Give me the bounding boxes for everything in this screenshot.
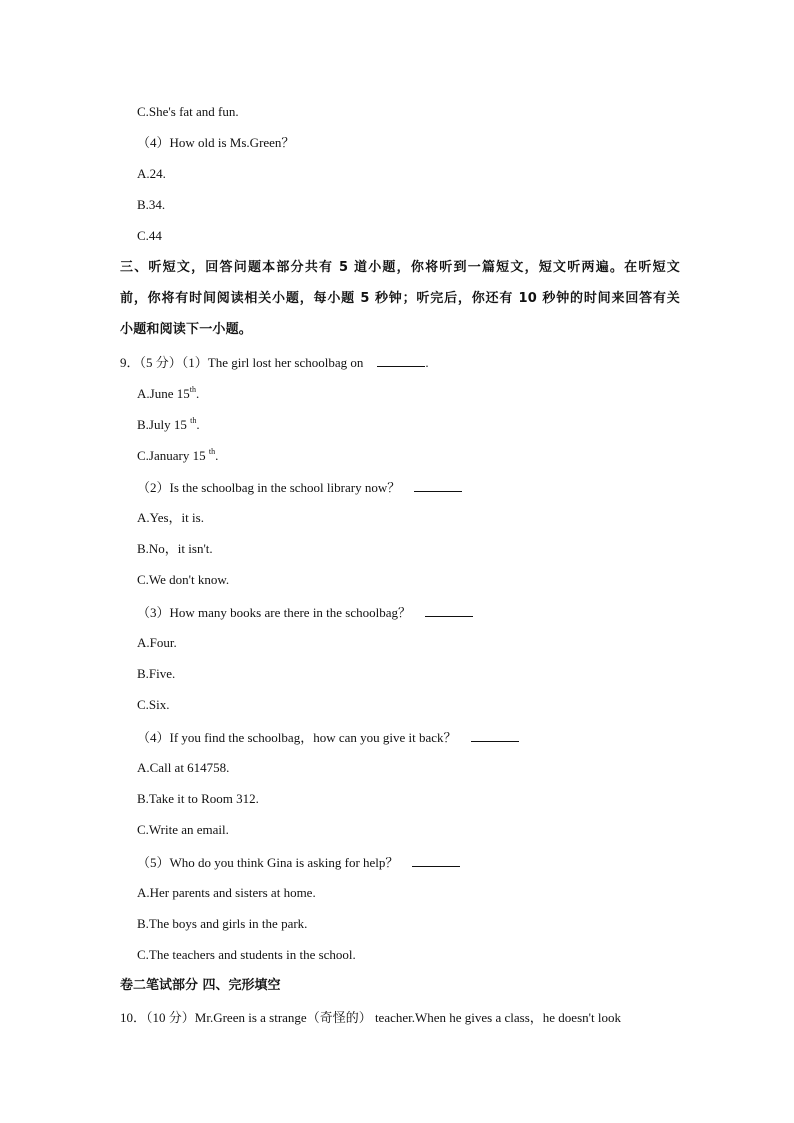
- question-prompt: （1）The girl lost her schoolbag on: [181, 355, 364, 370]
- section-instructions-line: 三、听短文，回答问题本部分共有 5 道小题，你将听到一篇短文，短文听两遍。在听短文: [120, 260, 680, 275]
- option-a: A.Call at 614758.: [137, 760, 230, 775]
- option-c: C.The teachers and students in the school.: [137, 947, 356, 962]
- option-c: C.We don't know.: [137, 572, 230, 587]
- option-b: B.Five.: [137, 666, 176, 681]
- section-heading: 卷二笔试部分 四、完形填空: [120, 978, 281, 993]
- option-c: C.Six.: [137, 697, 170, 712]
- answer-blank: [414, 479, 462, 492]
- answer-blank: [412, 854, 460, 867]
- question-number: 9．: [120, 355, 140, 370]
- question-score: （5 分）: [139, 355, 182, 370]
- answer-blank: [377, 354, 425, 367]
- sub-question-5: （5）Who do you think Gina is asking for help？: [137, 854, 460, 871]
- option-a: A.24.: [137, 166, 166, 181]
- option-b: B.The boys and girls in the park.: [137, 916, 308, 931]
- option-b: B.July 15 $^{th}$.: [137, 415, 200, 432]
- question-10-header: [120, 1010, 621, 1026]
- sub-question-3: （3）How many books are there in the schoolbag？: [137, 604, 473, 621]
- sub-question-4: （4）How old is Ms.Green？: [137, 135, 295, 150]
- option-a: A.Yes，it is.: [137, 510, 204, 525]
- option-b: B.No，it isn't.: [137, 541, 213, 556]
- section-instructions-line: 前，你将有时间阅读相关小题，每小题 5 秒钟；听完后，你还有 10 秒钟的时间来回答有关: [120, 291, 680, 306]
- answer-blank: [471, 729, 519, 742]
- question-9-header: 9．（5 分）（1）The girl lost her schoolbag on .: [120, 355, 429, 370]
- question-number: 10．: [120, 1010, 147, 1025]
- option-a: A.Her parents and sisters at home.: [137, 885, 316, 900]
- option-a: A.June 15th.: [137, 384, 200, 401]
- option-c: C.January 15 $^{th}$.: [137, 446, 219, 463]
- sub-question-4: （4）If you find the schoolbag，how can you give it back？: [137, 729, 519, 746]
- option-a: A.Four.: [137, 635, 177, 650]
- option-c: C.She's fat and fun.: [137, 104, 239, 119]
- question-text: Mr.Green is a strange（奇怪的） teacher.When he gives a class，he doesn't look: [194, 1010, 621, 1025]
- option-c: C.44: [137, 228, 162, 243]
- option-c: C.Write an email.: [137, 822, 229, 837]
- section-instructions-line: 小题和阅读下一小题。: [120, 322, 253, 337]
- option-b: B.34.: [137, 197, 166, 212]
- answer-blank: [425, 604, 473, 617]
- question-score: （10 分）: [146, 1010, 195, 1025]
- option-b: B.Take it to Room 312.: [137, 791, 259, 806]
- sub-question-2: （2）Is the schoolbag in the school library now？: [137, 479, 462, 496]
